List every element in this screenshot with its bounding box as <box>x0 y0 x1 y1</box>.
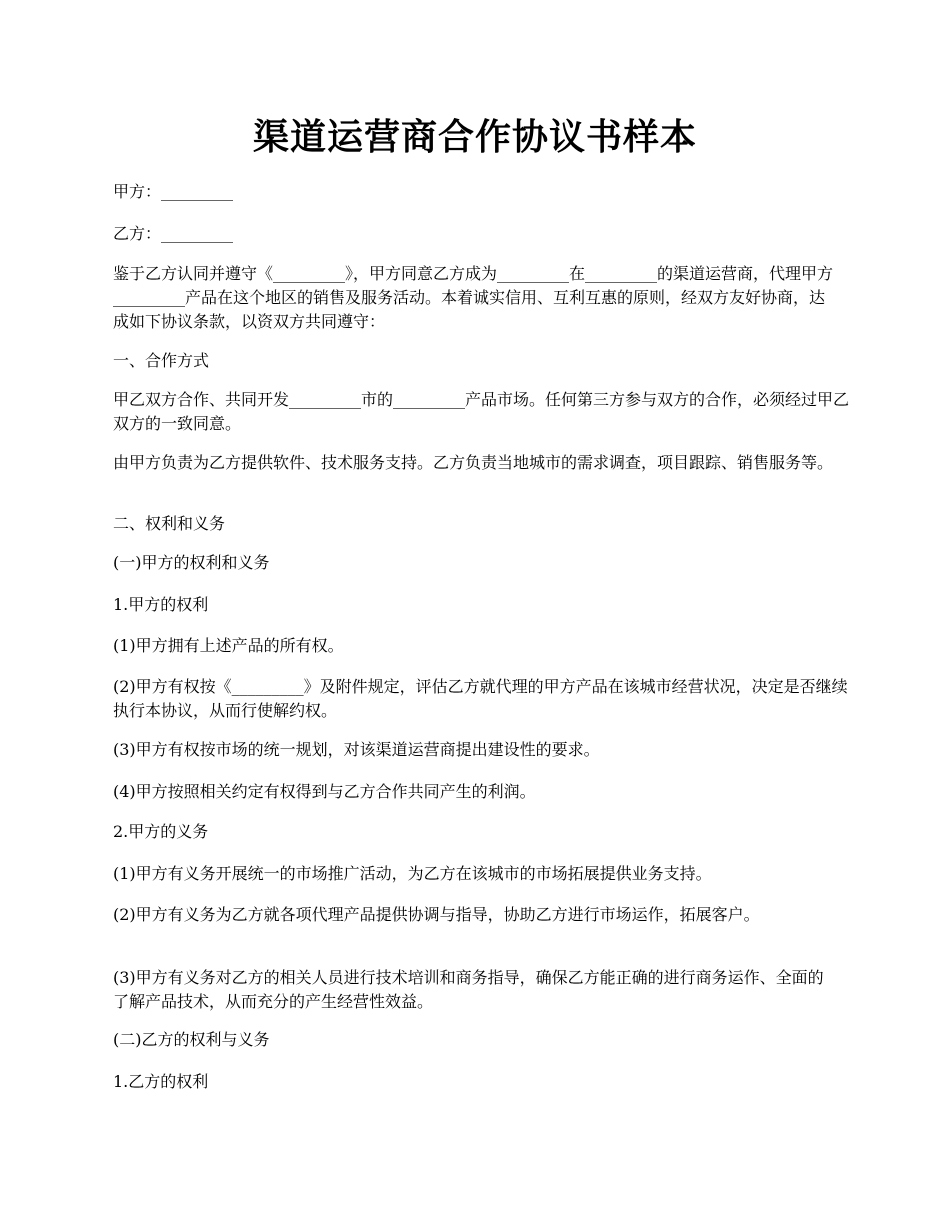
party-b-line: 乙方：_________ <box>113 224 234 243</box>
party-a-right-4: (4)甲方按照相关约定有权得到与乙方合作共同产生的利润。 <box>113 782 536 801</box>
party-a-right-3: (3)甲方有权按市场的统一规划，对该渠道运营商提出建设性的要求。 <box>113 740 600 759</box>
party-a-obligations-heading: 2.甲方的义务 <box>113 822 209 841</box>
party-a-right-1: (1)甲方拥有上述产品的所有权。 <box>113 636 344 655</box>
party-b-rights-heading: 1.乙方的权利 <box>113 1072 209 1091</box>
section-heading-cooperation: 一、合作方式 <box>113 351 210 370</box>
party-a-line: 甲方：_________ <box>113 182 234 201</box>
party-a-right-2: (2)甲方有权按《_________》及附件规定，评估乙方就代理的甲方产品在该城市经营状况，决定是否继续执行本协议，从而行使解约权。 <box>113 677 848 720</box>
preamble-paragraph: 鉴于乙方认同并遵守《_________》，甲方同意乙方成为_________在_________的渠道运营商，代理甲方_________产品在这个地区的销售及服务活动。本着诚实信用、互利互惠的原则，经双方友好协商，达成如下协议条款，以资双方共同遵守： <box>113 264 834 331</box>
cooperation-paragraph-1: 甲乙双方合作、共同开发_________市的_________产品市场。任何第三方参与双方的合作，必须经过甲乙双方的一致同意。 <box>113 390 850 433</box>
subsection-heading-party-a: (一)甲方的权利和义务 <box>113 553 270 572</box>
party-a-obligation-1: (1)甲方有义务开展统一的市场推广活动，为乙方在该城市的市场拓展提供业务支持。 <box>113 864 712 883</box>
document-title: 渠道运营商合作协议书样本 <box>252 116 697 158</box>
party-a-obligation-3: (3)甲方有义务对乙方的相关人员进行技术培训和商务指导，确保乙方能正确的进行商务运作、全面的了解产品技术，从而充分的产生经营性效益。 <box>113 968 824 1011</box>
section-heading-rights: 二、权利和义务 <box>113 514 226 533</box>
party-a-obligation-2: (2)甲方有义务为乙方就各项代理产品提供协调与指导，协助乙方进行市场运作，拓展客户。 <box>113 905 760 924</box>
cooperation-paragraph-2: 由甲方负责为乙方提供软件、技术服务支持。乙方负责当地城市的需求调查，项目跟踪、销售服务等。 <box>113 453 834 472</box>
party-a-rights-heading: 1.甲方的权利 <box>113 595 209 614</box>
subsection-heading-party-b: (二)乙方的权利与义务 <box>113 1030 270 1049</box>
